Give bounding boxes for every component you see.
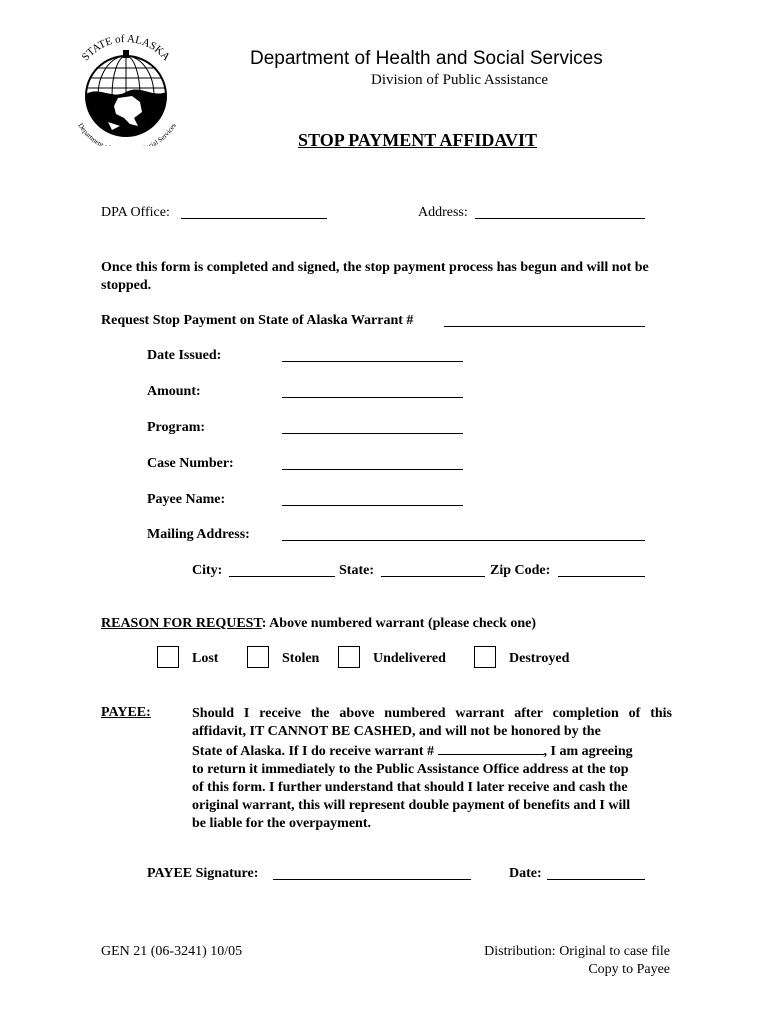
reason-instruction: : Above numbered warrant (please check one) <box>261 616 537 631</box>
program-field[interactable] <box>282 433 463 434</box>
warrant-number-blank[interactable] <box>438 741 544 755</box>
statement-text: State of Alaska. If I do receive warrant # <box>192 744 434 759</box>
department-name: Department of Health and Social Services <box>250 48 603 69</box>
destroyed-option-label: Destroyed <box>509 651 570 666</box>
statement-line: Should I receive the above numbered warrant after completion of this <box>192 706 672 721</box>
state-seal-graphic <box>60 26 190 146</box>
address-field[interactable] <box>475 218 645 219</box>
reason-heading: REASON FOR REQUEST <box>101 616 262 631</box>
distribution-line-1: Distribution: Original to case file <box>484 944 670 959</box>
statement-line: original warrant, this will represent double payment of benefits and I will <box>192 798 631 813</box>
stolen-option-label: Stolen <box>282 651 320 666</box>
state-field[interactable] <box>381 576 485 577</box>
division-name: Division of Public Assistance <box>371 72 549 88</box>
notice-text: Once this form is completed and signed, the stop payment process has begun and will not be stopped. <box>101 260 649 293</box>
amount-field[interactable] <box>282 397 463 398</box>
destroyed-checkbox[interactable] <box>474 646 496 668</box>
statement-line: be liable for the overpayment. <box>192 816 371 831</box>
payee-signature-field[interactable] <box>273 879 471 880</box>
state-seal <box>60 26 190 146</box>
undelivered-option-label: Undelivered <box>373 651 446 666</box>
warrant-request-label: Request Stop Payment on State of Alaska Warrant # <box>101 313 414 328</box>
mailing-address-label: Mailing Address: <box>147 527 250 542</box>
dpa-office-label: DPA Office: <box>101 205 170 220</box>
zip-code-field[interactable] <box>558 576 645 577</box>
dpa-office-field[interactable] <box>181 218 327 219</box>
payee-name-label: Payee Name: <box>147 492 226 507</box>
program-label: Program: <box>147 420 206 435</box>
signature-date-field[interactable] <box>547 879 645 880</box>
payee-name-field[interactable] <box>282 505 463 506</box>
statement-line: to return it immediately to the Public Assistance Office address at the top <box>192 762 629 777</box>
city-label: City: <box>192 563 223 578</box>
city-field[interactable] <box>229 576 335 577</box>
amount-label: Amount: <box>147 384 201 399</box>
seal-top-text: STATE of ALASKA <box>79 32 173 64</box>
case-number-field[interactable] <box>282 469 463 470</box>
statement-text: , I am agreeing <box>543 744 633 759</box>
payee-statement <box>192 705 672 833</box>
stolen-checkbox[interactable] <box>247 646 269 668</box>
warrant-number-field[interactable] <box>444 326 645 327</box>
reason-heading-row <box>101 616 536 632</box>
undelivered-checkbox[interactable] <box>338 646 360 668</box>
state-label: State: <box>339 563 374 578</box>
date-issued-field[interactable] <box>282 361 463 362</box>
payee-signature-label: PAYEE Signature: <box>147 866 259 881</box>
signature-date-label: Date: <box>509 866 542 881</box>
lost-option-label: Lost <box>192 651 219 666</box>
address-label: Address: <box>418 205 468 220</box>
statement-line: affidavit, IT CANNOT BE CASHED, and will not be honored by the <box>192 724 601 739</box>
statement-line <box>192 741 672 761</box>
form-title: STOP PAYMENT AFFIDAVIT <box>298 130 538 150</box>
distribution-line-2: Copy to Payee <box>588 962 670 977</box>
seal-bottom-text: Department cial Services <box>76 121 178 146</box>
date-issued-label: Date Issued: <box>147 348 222 363</box>
statement-line: of this form. I further understand that should I later receive and cash the <box>192 780 628 795</box>
payee-heading: PAYEE: <box>101 705 151 720</box>
form-number: GEN 21 (06-3241) 10/05 <box>101 944 243 959</box>
lost-checkbox[interactable] <box>157 646 179 668</box>
mailing-address-field[interactable] <box>282 540 645 541</box>
case-number-label: Case Number: <box>147 456 234 471</box>
zip-code-label: Zip Code: <box>490 563 551 578</box>
